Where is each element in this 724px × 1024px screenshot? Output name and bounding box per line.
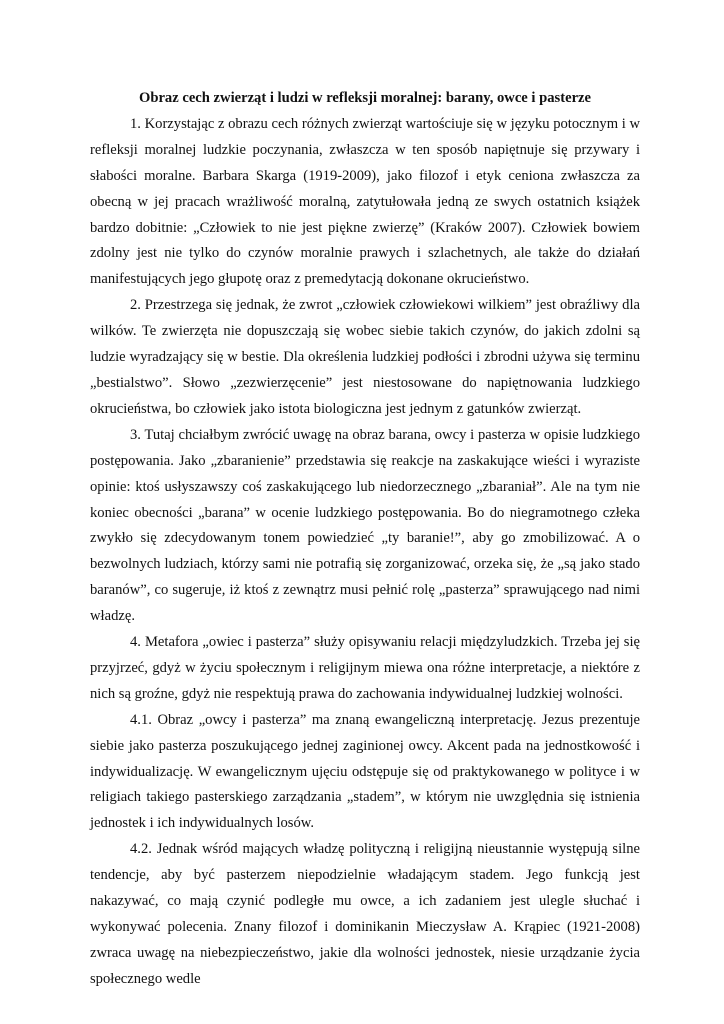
paragraph-4: 4. Metafora „owiec i pasterza” służy opisywaniu relacji międzyludzkich. Trzeba jej się przyjrzeć, gdyż w życiu społecznym i religijnym miewa ona różne interpretacje, a niektóre z nich są groźne, gdyż nie respektują prawa do zachowania indywidualnej ludzkiej wolności. bbox=[90, 634, 640, 702]
document-page bbox=[90, 86, 640, 993]
paragraph-1: 1. Korzystając z obrazu cech różnych zwierząt wartościuje się w języku potocznym i w refleksji moralnej ludzkie poczynania, zwłaszcza w ten sposób napiętnuje się przywary i słabości moralne. Barbara Skarga (1919-2009), jako filozof i etyk ceniona zwłaszcza za obecną w jej pracach wrażliwość moralną, zatytułowała jedną ze swych ostatnich książek bardzo dobitnie: „Człowiek to nie jest piękne zwierzę” (Kraków 2007). Człowiek bowiem zdolny jest nie tylko do czynów moralnie prawych i szlachetnych, ale także do działań manifestujących jego głupotę oraz z premedytacją dokonane okrucieństwo. bbox=[90, 115, 640, 288]
paragraph-4-2: 4.2. Jednak wśród mających władzę polityczną i religijną nieustannie występują silne tendencje, aby być pasterzem niepodzielnie władającym stadem. Jego funkcją jest nakazywać, co mają czynić podległe mu owce, a ich zadaniem jest ulegle słuchać i wykonywać polecenia. Znany filozof i dominikanin Mieczysław A. Krąpiec (1921-2008) zwraca uwagę na niebezpieczeństwo, jakie dla wolności jednostek, niesie urządzanie życia społecznego wedle bbox=[90, 841, 640, 987]
document-title: Obraz cech zwierząt i ludzi w refleksji moralnej: barany, owce i pasterze bbox=[138, 90, 591, 106]
paragraph-4-1: 4.1. Obraz „owcy i pasterza” ma znaną ewangeliczną interpretację. Jezus prezentuje siebie jako pasterza poszukującego jednej zaginionej owcy. Akcent pada na jednostkowość i indywidualizację. W ewangelicznym ujęciu odstępuje się od praktykowanego w polityce i w religiach takiego pasterskiego zarządzania „stadem”, w którym nie uwzględnia się istnienia jednostek i ich indywidualnych losów. bbox=[90, 711, 640, 832]
paragraph-3: 3. Tutaj chciałbym zwrócić uwagę na obraz barana, owcy i pasterza w opisie ludzkiego postępowania. Jako „zbaranienie” przedstawia się reakcje na zaskakujące wieści i wyraziste opinie: ktoś usłyszawszy coś zaskakującego lub niedorzecznego „zbaraniał”. Ale na tym nie koniec obecności „barana” w ocenie ludzkiego postępowania. Bo do niegramotnego człeka zwykło się zdecydowanym tonem powiedzieć „ty baranie!”, aby go zmobilizować. A o bezwolnych ludziach, którzy sami nie potrafią się zorganizować, orzeka się, że „są jako stado baranów”, co sugeruje, iż ktoś z zewnątrz musi pełnić rolę „pasterza” sprawującego nad nimi władzę. bbox=[90, 426, 640, 625]
paragraph-2: 2. Przestrzega się jednak, że zwrot „człowiek człowiekowi wilkiem” jest obraźliwy dla wilków. Te zwierzęta nie dopuszczają się wobec siebie takich czynów, do jakich zdolni są ludzie wyradzający się w bestie. Dla określenia ludzkiej podłości i zbrodni używa się terminu „bestialstwo”. Słowo „zezwierzęcenie” jest niestosowane do napiętnowania ludzkiego okrucieństwa, bo człowiek jako istota biologiczna jest jednym z gatunków zwierząt. bbox=[90, 297, 640, 417]
